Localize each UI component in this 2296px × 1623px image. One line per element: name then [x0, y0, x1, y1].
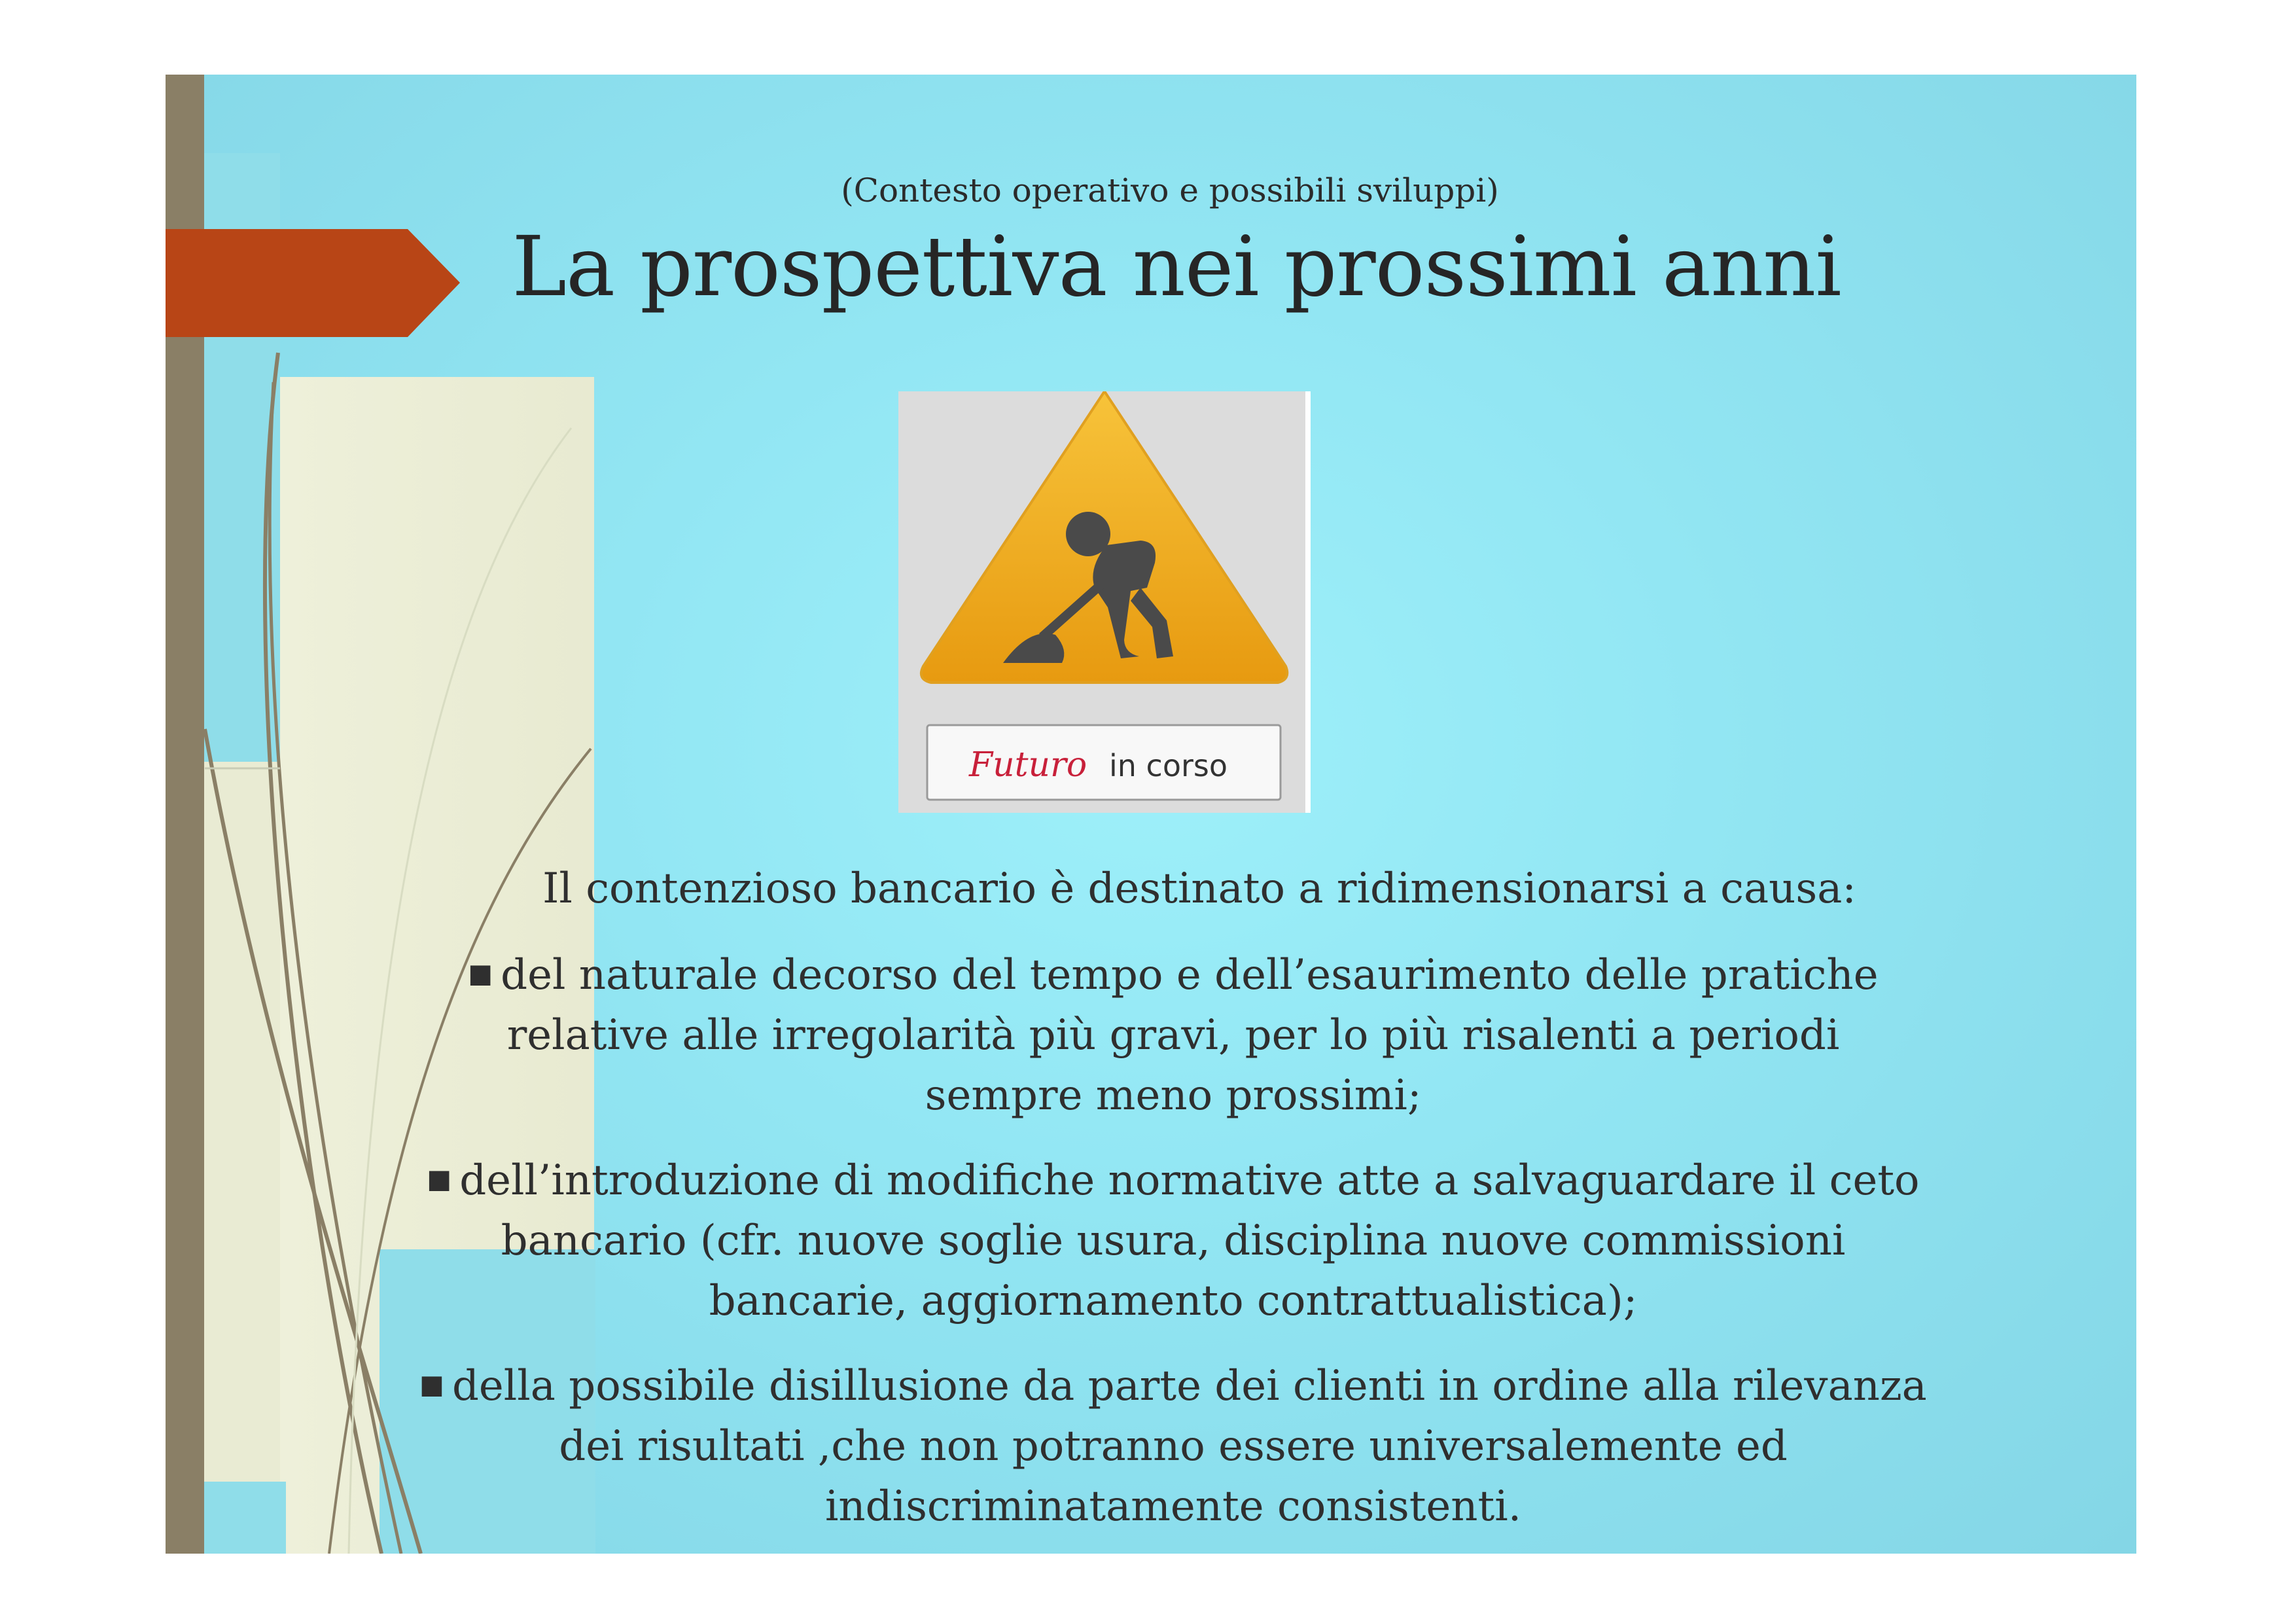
slide: [166, 75, 2136, 1554]
bullet-line: [388, 944, 1958, 1005]
slide-subtitle: (Contesto operativo e possibili sviluppi): [841, 171, 1499, 209]
list-item: [388, 1149, 1958, 1331]
caption-in-corso: in corso: [1109, 748, 1228, 783]
bullet-text: bancario (cfr. nuove soglie usura, disciplina nuove commissioni: [501, 1217, 1846, 1265]
list-item: [388, 944, 1958, 1126]
bullet-square-icon: ■: [419, 1370, 444, 1400]
bullet-text: dei risultati ,che non potranno essere universalemente ed: [559, 1422, 1788, 1471]
bullet-line: [388, 1355, 1958, 1416]
list-item: [388, 1355, 1958, 1537]
slide-body: [388, 859, 1958, 1554]
bullet-text: della possibile disillusione da parte dei clienti in ordine alla rilevanza: [451, 1362, 1927, 1410]
men-at-work-sign-icon: [898, 391, 1311, 813]
slide-title: La prospettiva nei prossimi anni: [512, 219, 1841, 315]
bullet-text: bancarie, aggiornamento contrattualistica);: [709, 1277, 1638, 1325]
bullet-line: [388, 1149, 1958, 1211]
caption-futuro: Futuro: [969, 745, 1087, 785]
bullet-text: relative alle irregolarità più gravi, per lo più risalenti a periodi: [506, 1011, 1840, 1060]
bullet-text: dell’introduzione di modifiche normative atte a salvaguardare il ceto: [459, 1156, 1920, 1205]
bullet-square-icon: ■: [468, 959, 493, 989]
decor-teal-corner: [204, 1482, 286, 1554]
bullet-square-icon: ■: [427, 1164, 452, 1194]
bullet-text: indiscriminatamente consistenti.: [824, 1482, 1522, 1531]
men-at-work-image: [898, 391, 1311, 813]
bullet-text: del naturale decorso del tempo e dell’esaurimento delle pratiche: [501, 951, 1879, 999]
lead-paragraph: Il contenzioso bancario è destinato a ridimensionarsi a causa:: [542, 865, 1856, 913]
bullet-text: sempre meno prossimi;: [925, 1071, 1422, 1120]
